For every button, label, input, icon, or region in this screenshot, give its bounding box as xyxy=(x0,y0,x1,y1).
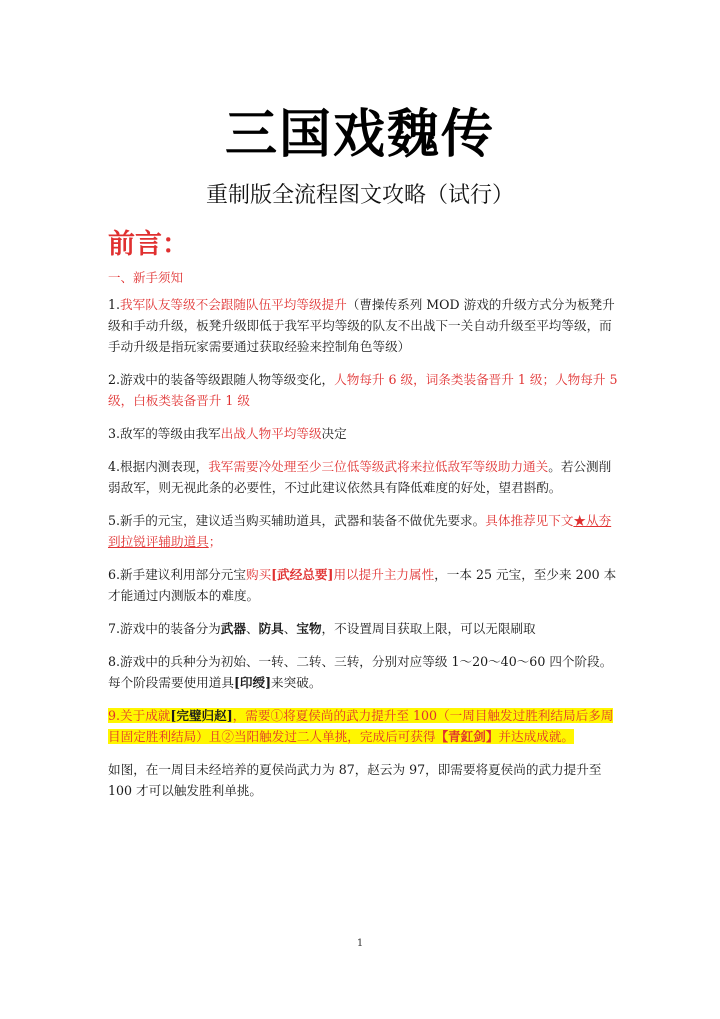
paragraph-5 xyxy=(108,510,620,552)
p4-text-end: 。若公测削弱敌军，则无视此条的必要性，不过此建议依然具有降低难度的好处，望君斟酌。 xyxy=(108,459,612,495)
p8-text: 8.游戏中的兵种分为初始、一转、二转、三转，分别对应等级 1～20～40～60 四个阶段。每个阶段需要使用道具 xyxy=(108,654,613,690)
p1-text: （曹操传系列 MOD 游戏的升级方式分为板凳升级和手动升级，板凳升级即低于我军平均等级的队友不出战下一关自动升级至平均等级，而手动升级是指玩家需要通过获取经验来控制角色等级） xyxy=(108,297,615,354)
p5-highlight: 具体推荐见下文 xyxy=(485,513,574,528)
p9-text: 9.关于成就 xyxy=(108,708,171,723)
p8-text-end: 来突破。 xyxy=(271,675,322,690)
p9-conditions: ，需要①将夏侯尚的武力提升至 100（一周目触发过胜利结局后多周目固定胜利结局）且②当阳触发过二人单挑，完成后可获得 xyxy=(108,708,614,744)
document-title: 三国戏魏传 xyxy=(224,105,495,165)
paragraph-3 xyxy=(108,423,620,444)
paragraph-6 xyxy=(108,564,620,606)
p5-link[interactable]: ★从夯到拉锐评辅助道具 xyxy=(108,513,612,549)
p7-sep-2: 、 xyxy=(283,621,297,636)
p9-reward: 【青釭剑】 xyxy=(435,729,499,744)
paragraph-7 xyxy=(108,618,620,639)
p6-text-end: ，一本 25 元宝，至少来 200 本才能通过内测版本的难度。 xyxy=(108,567,617,603)
content-body xyxy=(108,294,620,813)
p4-highlight: 我军需要冷处理至少三位低等级武将来拉低敌军等级助力通关 xyxy=(208,459,549,474)
paragraph-8 xyxy=(108,651,620,693)
p9-highlighted-block xyxy=(108,708,613,744)
paragraph-9 xyxy=(108,705,620,747)
p7-weapon: 武器 xyxy=(220,621,246,636)
document-subtitle: 重制版全流程图文攻略（试行） xyxy=(205,183,514,208)
p7-text-end: ，不设置周目获取上限，可以无限刷取 xyxy=(321,621,536,636)
p8-item-name: [印绶] xyxy=(233,675,272,690)
p7-sep-1: 、 xyxy=(245,621,259,636)
p5-punct: ； xyxy=(208,534,222,549)
p1-highlight: 我军队友等级不会跟随队伍平均等级提升 xyxy=(120,297,347,312)
p7-armor: 防具 xyxy=(258,621,284,636)
p4-text: 4.根据内测表现， xyxy=(108,459,209,474)
p6-highlight-2: 用以提升主力属性 xyxy=(333,567,435,582)
p3-text-end: 决定 xyxy=(321,426,347,441)
p5-text: 5.新手的元宝，建议适当购买辅助道具，武器和装备不做优先要求。 xyxy=(108,513,486,528)
p6-text: 6.新手建议利用部分元宝 xyxy=(108,567,246,582)
page-number: 1 xyxy=(356,938,364,949)
p9-achievement: [完璧归赵] xyxy=(170,708,233,723)
p3-text: 3.敌军的等级由我军 xyxy=(108,426,221,441)
p7-treasure: 宝物 xyxy=(296,621,322,636)
p9-text-end: 并达成成就。 xyxy=(498,729,574,744)
p6-item-name: [武经总要] xyxy=(271,567,334,582)
p2-text: 2.游戏中的装备等级跟随人物等级变化， xyxy=(108,372,335,387)
section-heading-newbie: 一、新手须知 xyxy=(108,270,184,285)
p2-highlight: 人物每升 6 级，词条类装备晋升 1 级；人物每升 5 级，白板类装备晋升 1 级 xyxy=(108,372,618,408)
paragraph-4 xyxy=(108,456,620,498)
preface-heading: 前言： xyxy=(108,229,189,260)
p3-highlight: 出战人物平均等级 xyxy=(220,426,322,441)
paragraph-2 xyxy=(108,369,620,411)
p7-text: 7.游戏中的装备分为 xyxy=(108,621,221,636)
paragraph-1 xyxy=(108,294,620,357)
p1-number: 1. xyxy=(108,297,121,312)
paragraph-10: 如图，在一周目未经培养的夏侯尚武力为 87，赵云为 97，即需要将夏侯尚的武力提升至 100 才可以触发胜利单挑。 xyxy=(108,762,602,798)
p6-highlight: 购买 xyxy=(245,567,272,582)
